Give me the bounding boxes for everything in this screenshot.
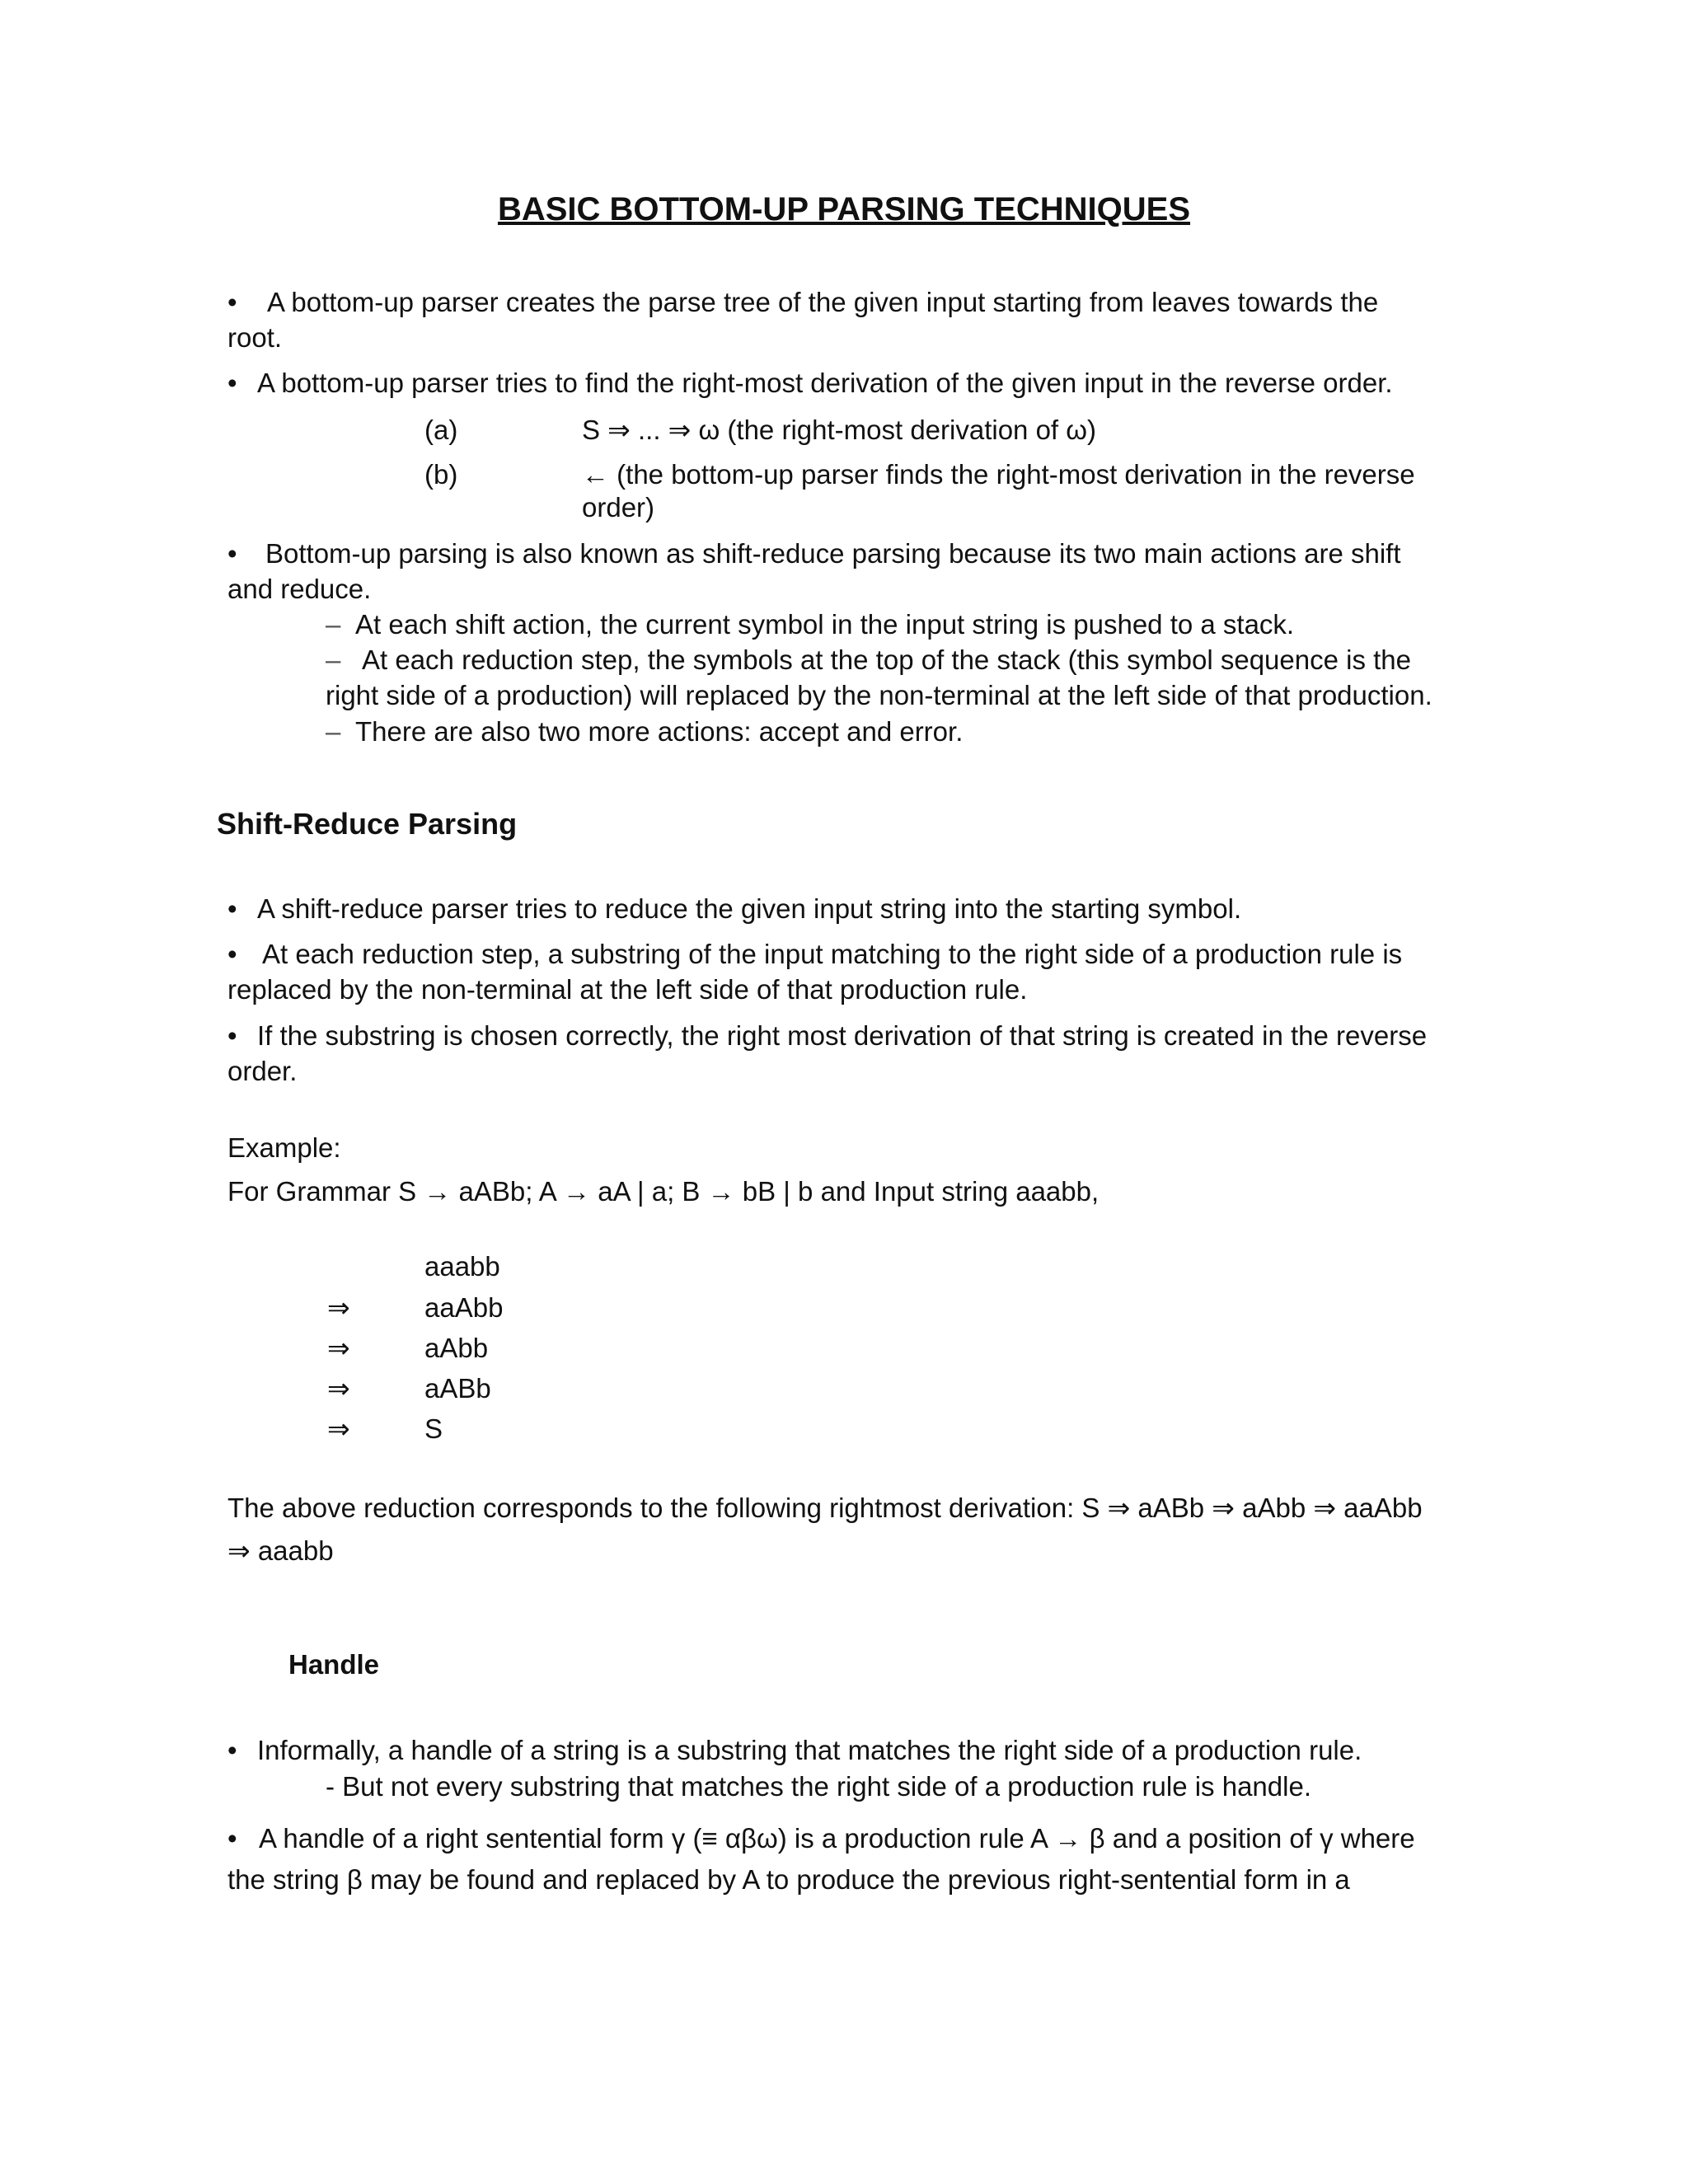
item-a-label: (a) (424, 415, 458, 445)
bullet-icon: • (227, 939, 237, 969)
step-2-arrow: ⇒ (327, 1333, 350, 1363)
sr-bullet-1: • A shift-reduce parser tries to reduce the given input string into the starting symbol. (227, 893, 1242, 924)
step-3-text: aABb (424, 1373, 491, 1404)
grammar-line: For Grammar S → aABb; A → aA | a; B → bB | b and Input string aaabb, (227, 1176, 1100, 1207)
step-1-arrow: ⇒ (327, 1292, 350, 1323)
item-b-line-2: order) (582, 492, 655, 523)
sub-bullet-1: – At each shift action, the current symbol in the input string is pushed to a stack. (326, 609, 1295, 640)
handle-bullet-1: • Informally, a handle of a string is a substring that matches the right side of a production rule. (227, 1735, 1362, 1765)
sub-bullet-2-line-1: – At each reduction step, the symbols at the top of the stack (this symbol sequence is the (326, 644, 1412, 675)
sub-bullet-2-line-2: right side of a production) will replaced by the non-terminal at the left side of that production. (326, 680, 1432, 710)
step-4-arrow: ⇒ (327, 1413, 350, 1444)
section-heading-shift-reduce: Shift-Reduce Parsing (217, 807, 518, 841)
intro-bullet-2: • A bottom-up parser tries to find the right-most derivation of the given input in the reverse order. (227, 368, 1393, 398)
page-title: BASIC BOTTOM-UP PARSING TECHNIQUES (497, 191, 1191, 227)
dash-icon: – (326, 716, 341, 747)
bullet-icon: • (227, 893, 237, 924)
bullet-icon: • (227, 538, 237, 569)
bullet-icon: • (227, 287, 237, 317)
handle-bullet-1-sub: - But not every substring that matches the right side of a production rule is handle. (326, 1771, 1311, 1802)
section-heading-handle: Handle (288, 1649, 380, 1680)
dash-icon: – (326, 609, 341, 640)
intro-bullet-1-line-1: • A bottom-up parser creates the parse tree of the given input starting from leaves towards the (227, 287, 1379, 317)
sr-bullet-2-line-1: • At each reduction step, a substring of the input matching to the right side of a production rule is (227, 939, 1403, 969)
sr-bullet-2-line-2: replaced by the non-terminal at the left side of that production rule. (227, 974, 1028, 1005)
bullet-icon: • (227, 368, 237, 398)
bullet-icon: • (227, 1735, 237, 1765)
item-a-text: S ⇒ ... ⇒ ω (the right-most derivation of ω) (582, 415, 1097, 445)
sub-bullet-3: – There are also two more actions: accept and error. (326, 716, 964, 747)
step-4-text: S (424, 1413, 443, 1444)
intro-bullet-3-line-2: and reduce. (227, 574, 372, 604)
conclusion-line-2: ⇒ aaabb (227, 1535, 334, 1566)
step-0-text: aaabb (424, 1251, 500, 1282)
dash-icon: – (326, 644, 341, 675)
intro-bullet-1-line-2: root. (227, 322, 283, 353)
intro-bullet-3-line-1: • Bottom-up parsing is also known as shift-reduce parsing because its two main actions are shift (227, 538, 1401, 569)
handle-bullet-2-line-2: the string β may be found and replaced by A to produce the previous right-sentential form in a (227, 1864, 1350, 1895)
sr-bullet-3-line-1: • If the substring is chosen correctly, the right most derivation of that string is created in the reverse (227, 1020, 1428, 1051)
example-label: Example: (227, 1132, 341, 1163)
step-2-text: aAbb (424, 1333, 489, 1363)
step-1-text: aaAbb (424, 1292, 504, 1323)
bullet-icon: • (227, 1823, 237, 1854)
item-b-label: (b) (424, 459, 458, 490)
item-b-line-1: ← (the bottom-up parser finds the right-most derivation in the reverse (582, 459, 1415, 490)
step-3-arrow: ⇒ (327, 1373, 350, 1404)
handle-bullet-2-line-1: • A handle of a right sentential form γ (≡ αβω) is a production rule A → β and a position of γ where (227, 1823, 1415, 1854)
conclusion-line-1: The above reduction corresponds to the following rightmost derivation: S ⇒ aABb ⇒ aAbb ⇒ aaAbb (227, 1493, 1423, 1523)
bullet-icon: • (227, 1020, 237, 1051)
sr-bullet-3-line-2: order. (227, 1056, 298, 1086)
